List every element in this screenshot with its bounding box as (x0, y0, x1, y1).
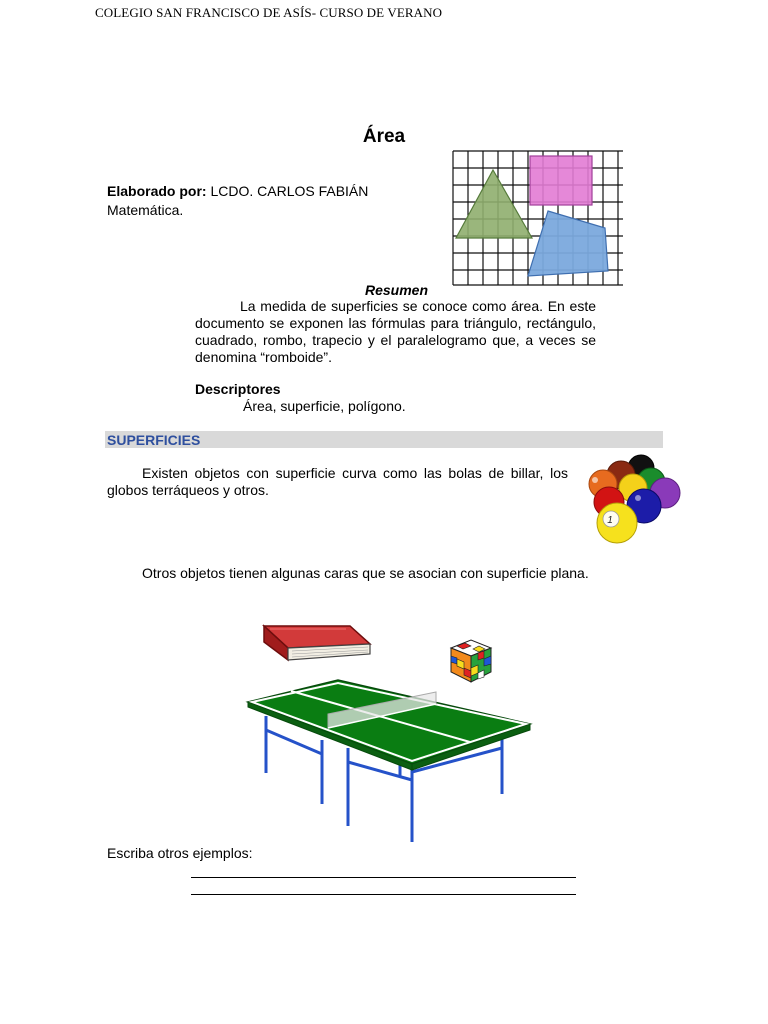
ping-pong-table-illustration (244, 676, 534, 846)
author-subject: Matemática. (107, 202, 184, 218)
billiard-ball-number: 1 (607, 515, 613, 526)
exercise-prompt: Escriba otros ejemplos: (107, 845, 253, 861)
author-block (107, 182, 368, 220)
answer-line-1[interactable] (191, 877, 576, 878)
document-header: COLEGIO SAN FRANCISCO DE ASÍS- CURSO DE VERANO (95, 5, 443, 20)
author-label: Elaborado por: (107, 183, 207, 199)
triangle-shape (456, 170, 532, 238)
flat-surface-paragraph: Otros objetos tienen algunas caras que se asocian con superficie plana. (142, 565, 589, 581)
abstract-body: La medida de superficies se conoce como área. En este documento se exponen las fórmulas para triángulo, rectángulo, cuadrado, rombo, trapecio y el paralelogramo que, a veces se denomina “romboide”. (195, 298, 596, 365)
square-shape (530, 156, 592, 205)
page-title: Área (362, 126, 406, 147)
descriptors-heading: Descriptores (195, 381, 281, 397)
book-illustration (260, 620, 372, 664)
answer-line-2[interactable] (191, 894, 576, 895)
section-title: SUPERFICIES (107, 432, 201, 448)
grid-shapes-figure (452, 150, 624, 286)
author-name: LCDO. CARLOS FABIÁN (210, 183, 369, 199)
curved-surface-paragraph: Existen objetos con superficie curva como las bolas de billar, los globos terráqueos y otros. (107, 465, 568, 498)
quadrilateral-shape (528, 211, 608, 276)
abstract-heading: Resumen (365, 282, 429, 298)
billiard-balls-illustration (583, 454, 683, 546)
descriptors-body: Área, superficie, polígono. (243, 398, 406, 414)
